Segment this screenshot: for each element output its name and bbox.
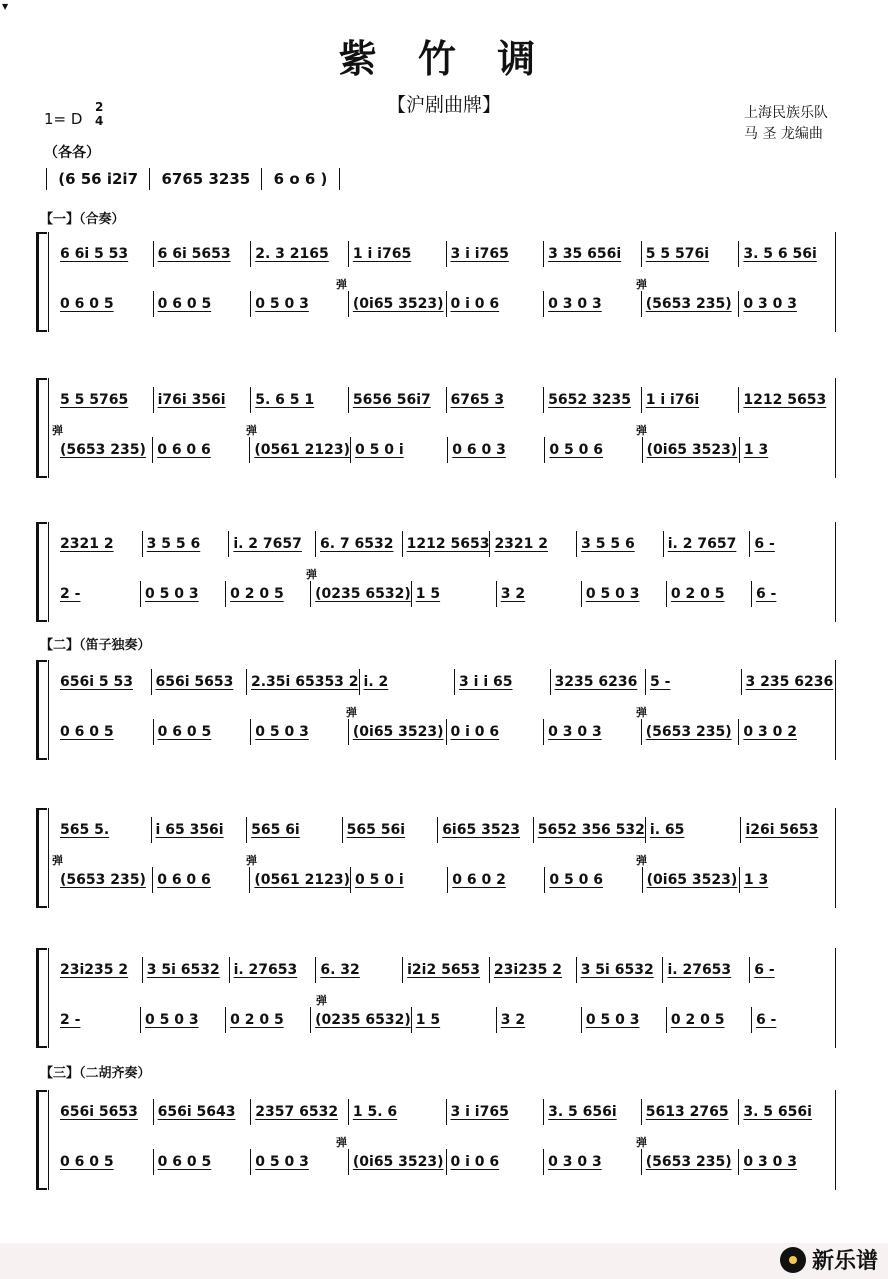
measure: 0 5 0 3: [141, 581, 226, 607]
measure: i. 2: [360, 669, 456, 695]
measure: 0 5 0 3: [582, 581, 667, 607]
pluck-mark: 弹: [316, 994, 327, 1007]
melody-staff: [56, 388, 836, 412]
intro-measure: (6 56 i2i7: [58, 169, 139, 188]
measure: 0 6 0 3: [448, 437, 545, 463]
measure: 3 2: [497, 581, 582, 607]
measure: 0 6 0 5: [154, 719, 252, 745]
section-3-label: 【三】（二胡齐奏）: [40, 1066, 151, 1081]
song-subtitle: 【沪剧曲牌】: [386, 94, 501, 116]
pluck-mark: 弹: [636, 706, 647, 719]
measure: i. 27653: [230, 957, 317, 983]
measure: 2 -: [56, 1007, 141, 1033]
measure: 0 6 0 2: [448, 867, 545, 893]
measure: i76i 356i: [154, 387, 252, 413]
measure: 2321 2: [490, 531, 577, 557]
score-system-6: [36, 948, 836, 1048]
measure: 5 -: [646, 669, 742, 695]
measure: 0 2 0 5: [226, 1007, 311, 1033]
score-system-3: [36, 522, 836, 622]
measure: 0 5 0 3: [251, 1149, 349, 1175]
measure: 23i235 2: [56, 957, 143, 983]
pluck-mark: 弹: [636, 1136, 647, 1149]
accompaniment-staff: [56, 1150, 836, 1174]
measure: 5613 2765: [642, 1099, 740, 1125]
measure: 1 i i765: [349, 241, 447, 267]
measure: 6 -: [754, 962, 775, 978]
measure: 3. 5 656i: [544, 1099, 642, 1125]
intro-measure: 6 o 6 ): [273, 169, 328, 188]
measure: 23i235 2: [490, 957, 577, 983]
measure: 2321 2: [56, 531, 143, 557]
measure: 0 3 0 3: [544, 719, 642, 745]
measure: 0 i 0 6: [447, 719, 545, 745]
measure: 5656 56i7: [349, 387, 447, 413]
melody-staff: [56, 532, 836, 556]
measure: 6 6i 5653: [154, 241, 252, 267]
measure: 656i 5653: [56, 1099, 154, 1125]
measure: 5652 3235: [544, 387, 642, 413]
accompaniment-staff: [56, 1008, 836, 1032]
measure: 3 i i765: [447, 1099, 545, 1125]
measure: i. 27653: [663, 957, 750, 983]
measure: i. 2 7657: [664, 531, 751, 557]
measure: (5653 235): [642, 719, 740, 745]
measure: 0 2 0 5: [226, 581, 311, 607]
measure: 3 235 6236: [745, 674, 834, 690]
pluck-mark: 弹: [636, 278, 647, 291]
measure: 2357 6532: [251, 1099, 349, 1125]
measure: 0 3 0 3: [743, 1154, 797, 1170]
measure: 1 3: [743, 442, 769, 458]
measure: 0 5 0 3: [582, 1007, 667, 1033]
key-signature: 1= D: [44, 110, 83, 128]
measure: 6765 3: [447, 387, 545, 413]
section-1-label: 【一】（合奏）: [40, 212, 125, 227]
measure: 0 5 0 i: [351, 437, 448, 463]
measure: i. 65: [646, 817, 742, 843]
credit-orchestra: 上海民族乐队: [744, 105, 828, 121]
footer-band: [0, 1243, 888, 1279]
measure: 2. 3 2165: [251, 241, 349, 267]
measure: (0i65 3523): [349, 1149, 447, 1175]
measure: (0i65 3523): [349, 719, 447, 745]
measure: 656i 5 53: [56, 669, 152, 695]
measure: 0 i 0 6: [447, 291, 545, 317]
measure: 656i 5653: [152, 669, 248, 695]
measure: 3 5i 6532: [577, 957, 664, 983]
section-2-label: 【二】（笛子独奏）: [40, 638, 151, 653]
score-system-5: [36, 808, 836, 908]
pluck-mark: 弹: [52, 424, 63, 437]
melody-staff: [56, 1100, 836, 1124]
measure: i 65 356i: [152, 817, 248, 843]
measure: 0 3 0 3: [544, 291, 642, 317]
song-title: 紫 竹 调: [338, 37, 550, 81]
pluck-mark: 弹: [336, 1136, 347, 1149]
measure: 0 6 0 5: [56, 719, 154, 745]
pluck-mark: 弹: [52, 854, 63, 867]
measure: (0561 2123): [250, 867, 351, 893]
measure: i2i2 5653: [403, 957, 490, 983]
measure: 3. 5 656i: [743, 1104, 812, 1120]
measure: 0 5 0 3: [141, 1007, 226, 1033]
measure: 565 56i: [343, 817, 439, 843]
measure: 0 3 0 3: [743, 296, 797, 312]
measure: 2.35i 65353 2: [247, 669, 360, 695]
measure: 6 -: [755, 1012, 777, 1028]
credits: [744, 103, 828, 145]
accompaniment-staff: [56, 868, 836, 892]
measure: (0235 6532): [311, 1007, 412, 1033]
pluck-mark: 弹: [636, 854, 647, 867]
measure: (0i65 3523): [643, 867, 740, 893]
measure: 2 -: [56, 581, 141, 607]
score-system-4: [36, 660, 836, 760]
accompaniment-staff: [56, 582, 836, 606]
measure: 656i 5643: [154, 1099, 252, 1125]
measure: 6i65 3523: [438, 817, 534, 843]
measure: 0 i 0 6: [447, 1149, 545, 1175]
pluck-mark: 弹: [346, 706, 357, 719]
measure: 0 5 0 6: [545, 437, 642, 463]
measure: 3 5i 6532: [143, 957, 230, 983]
melody-staff: [56, 818, 836, 842]
pluck-mark: 弹: [636, 424, 647, 437]
measure: i. 2 7657: [229, 531, 316, 557]
measure: 0 6 0 5: [154, 1149, 252, 1175]
melody-staff: [56, 242, 836, 266]
measure: 0 3 0 3: [544, 1149, 642, 1175]
accompaniment-staff: [56, 292, 836, 316]
measure: 0 6 0 6: [153, 437, 250, 463]
measure: 0 3 0 2: [743, 724, 797, 740]
corner-mark: ▼: [2, 2, 9, 11]
score-system-1: [36, 232, 836, 332]
pluck-mark: 弹: [306, 568, 317, 581]
measure: 565 6i: [247, 817, 343, 843]
measure: 6. 32: [316, 957, 403, 983]
measure: 0 6 0 5: [154, 291, 252, 317]
measure: 1 3: [743, 872, 769, 888]
measure: 3 5 5 6: [143, 531, 230, 557]
measure: 0 6 0 5: [56, 1149, 154, 1175]
measure: 1 i i76i: [642, 387, 740, 413]
measure: 5 5 576i: [642, 241, 740, 267]
measure: (5653 235): [56, 867, 153, 893]
score-system-2: [36, 378, 836, 478]
measure: 3235 6236: [551, 669, 647, 695]
measure: (5653 235): [56, 437, 153, 463]
melody-staff: [56, 958, 836, 982]
time-bottom: 4: [95, 114, 104, 128]
site-logo[interactable]: [780, 1244, 878, 1275]
measure: 0 6 0 5: [56, 291, 154, 317]
measure: 0 5 0 6: [545, 867, 642, 893]
measure: 1212 5653: [743, 392, 827, 408]
measure: 1 5. 6: [349, 1099, 447, 1125]
record-disc-icon: [780, 1247, 806, 1273]
accompaniment-staff: [56, 438, 836, 462]
intro-label: （各各）: [44, 145, 100, 161]
accompaniment-staff: [56, 720, 836, 744]
measure: 6 -: [755, 586, 777, 602]
measure: 565 5.: [56, 817, 152, 843]
credit-arranger: 马 圣 龙编曲: [744, 126, 823, 142]
intro-row: [40, 168, 346, 190]
time-top: 2: [95, 100, 104, 114]
measure: (5653 235): [642, 1149, 740, 1175]
measure: (0561 2123): [250, 437, 351, 463]
measure: 1212 5653: [403, 531, 491, 557]
time-signature: [95, 100, 103, 128]
measure: (5653 235): [642, 291, 740, 317]
site-logo-text: 新乐谱: [811, 1249, 878, 1274]
measure: (0i65 3523): [349, 291, 447, 317]
measure: 3 i i 65: [455, 669, 551, 695]
measure: (0i65 3523): [643, 437, 740, 463]
measure: 6. 7 6532: [316, 531, 403, 557]
pluck-mark: 弹: [246, 424, 257, 437]
measure: 0 5 0 3: [251, 291, 349, 317]
measure: 3 2: [497, 1007, 582, 1033]
measure: 0 2 0 5: [667, 1007, 752, 1033]
measure: 6 -: [754, 536, 775, 552]
measure: 0 5 0 3: [251, 719, 349, 745]
measure: 5 5 5765: [56, 387, 154, 413]
measure: 0 5 0 i: [351, 867, 448, 893]
measure: 3. 5 6 56i: [743, 246, 817, 262]
measure: 0 6 0 6: [153, 867, 250, 893]
measure: 1 5: [412, 1007, 497, 1033]
melody-staff: [56, 670, 836, 694]
measure: i26i 5653: [745, 822, 819, 838]
intro-measure: 6765 3235: [161, 169, 251, 188]
measure: 1 5: [412, 581, 497, 607]
measure: 3 5 5 6: [577, 531, 664, 557]
measure: 5652 356 532: [534, 817, 646, 843]
measure: 0 2 0 5: [667, 581, 752, 607]
pluck-mark: 弹: [336, 278, 347, 291]
pluck-mark: 弹: [246, 854, 257, 867]
measure: 3 i i765: [447, 241, 545, 267]
measure: 3 35 656i: [544, 241, 642, 267]
measure: 5. 6 5 1: [251, 387, 349, 413]
score-system-7: [36, 1090, 836, 1190]
measure: 6 6i 5 53: [56, 241, 154, 267]
measure: (0235 6532): [311, 581, 412, 607]
